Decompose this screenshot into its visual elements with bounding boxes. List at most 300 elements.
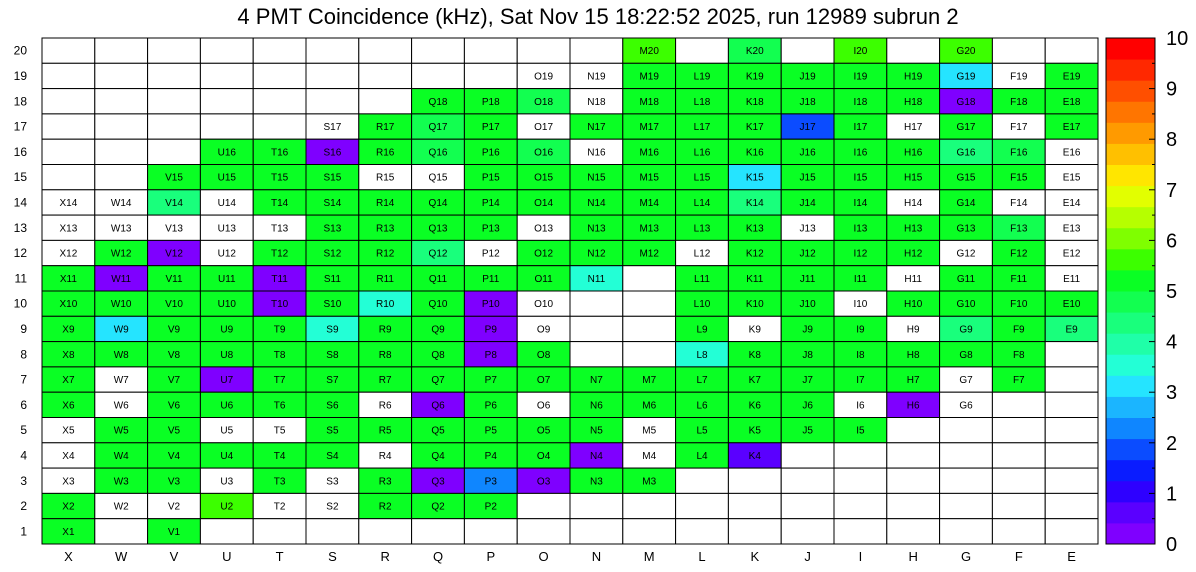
x-tick-label: S bbox=[328, 549, 337, 564]
cell-label: P16 bbox=[481, 147, 500, 159]
cell-label: V15 bbox=[165, 172, 183, 184]
cell-label: E12 bbox=[1062, 248, 1081, 260]
cell-label: E9 bbox=[1065, 324, 1078, 336]
heatmap-cell bbox=[623, 519, 676, 544]
cell-label: W12 bbox=[110, 248, 132, 260]
cell-label: M14 bbox=[639, 197, 659, 209]
cell-label: I19 bbox=[853, 71, 868, 83]
heatmap-cell bbox=[570, 493, 623, 518]
cell-label: S17 bbox=[323, 122, 342, 134]
x-tick-label: G bbox=[960, 549, 972, 564]
heatmap-cell bbox=[992, 418, 1045, 443]
heatmap-cell bbox=[42, 165, 95, 190]
cell-label: R3 bbox=[378, 476, 392, 488]
cell-label: T9 bbox=[273, 324, 286, 336]
heatmap-cell bbox=[148, 38, 201, 63]
cell-label: K18 bbox=[745, 96, 764, 108]
cell-label: V6 bbox=[167, 400, 181, 412]
y-tick-label: 1 bbox=[20, 524, 27, 539]
colorbar-segment bbox=[1106, 228, 1155, 250]
heatmap-cell bbox=[992, 443, 1045, 468]
cell-label: R8 bbox=[378, 349, 392, 361]
heatmap-cell bbox=[148, 63, 201, 88]
x-tick-label: F bbox=[1014, 549, 1023, 564]
colorbar-segment bbox=[1106, 186, 1155, 208]
cell-label: G6 bbox=[959, 400, 973, 412]
cell-label: F19 bbox=[1010, 71, 1028, 83]
cell-label: H12 bbox=[904, 248, 923, 260]
cell-label: Q8 bbox=[431, 349, 445, 361]
cell-label: N18 bbox=[587, 96, 606, 108]
cell-label: I13 bbox=[853, 223, 868, 235]
cell-label: M17 bbox=[639, 122, 659, 134]
heatmap-cell bbox=[676, 493, 729, 518]
cell-label: G16 bbox=[956, 147, 976, 159]
heatmap-cell bbox=[42, 38, 95, 63]
cell-label: L10 bbox=[693, 299, 711, 311]
heatmap-cell bbox=[887, 38, 940, 63]
cell-label: T15 bbox=[270, 172, 289, 184]
heatmap-cell bbox=[200, 519, 253, 544]
cell-label: J9 bbox=[802, 324, 813, 336]
cell-label: O10 bbox=[534, 299, 554, 311]
cell-label: P3 bbox=[484, 476, 497, 488]
colorbar-segment bbox=[1106, 396, 1155, 418]
cell-label: L9 bbox=[696, 324, 708, 336]
cell-label: N13 bbox=[587, 223, 606, 235]
heatmap-cell bbox=[570, 291, 623, 316]
cell-label: V12 bbox=[165, 248, 183, 260]
x-tick-label: R bbox=[380, 549, 390, 564]
cell-label: O5 bbox=[536, 425, 551, 437]
cell-label: Q16 bbox=[428, 147, 448, 159]
cell-label: V7 bbox=[167, 375, 181, 387]
colorbar-segment bbox=[1106, 418, 1155, 440]
cell-label: F17 bbox=[1010, 122, 1028, 134]
heatmap-cell bbox=[887, 468, 940, 493]
cell-label: W9 bbox=[113, 324, 129, 336]
cell-label: N15 bbox=[587, 172, 606, 184]
cell-label: S4 bbox=[326, 450, 339, 462]
cell-label: R10 bbox=[376, 299, 395, 311]
cell-label: R2 bbox=[378, 501, 392, 513]
cell-label: O17 bbox=[534, 122, 554, 134]
heatmap-cell bbox=[412, 38, 465, 63]
y-tick-label: 5 bbox=[20, 423, 27, 438]
cell-label: L7 bbox=[696, 375, 708, 387]
heatmap-cell bbox=[200, 89, 253, 114]
cell-label: O8 bbox=[536, 349, 551, 361]
cell-label: N17 bbox=[587, 122, 606, 134]
cell-label: U8 bbox=[220, 349, 234, 361]
cell-label: I8 bbox=[856, 349, 865, 361]
y-tick-label: 12 bbox=[13, 246, 27, 261]
colorbar-tick-label: 5 bbox=[1166, 281, 1178, 303]
heatmap-cell bbox=[623, 493, 676, 518]
cell-label: S15 bbox=[323, 172, 342, 184]
y-tick-label: 3 bbox=[20, 473, 27, 488]
cell-label: Q10 bbox=[428, 299, 448, 311]
y-tick-label: 15 bbox=[13, 170, 27, 185]
cell-label: H13 bbox=[904, 223, 923, 235]
cell-label: Q9 bbox=[431, 324, 445, 336]
cell-label: W14 bbox=[110, 197, 132, 209]
cell-label: L4 bbox=[696, 450, 708, 462]
cell-label: L5 bbox=[696, 425, 708, 437]
cell-label: K5 bbox=[748, 425, 761, 437]
heatmap-cell bbox=[148, 139, 201, 164]
cell-label: K13 bbox=[745, 223, 764, 235]
cell-label: W3 bbox=[113, 476, 129, 488]
heatmap-cell bbox=[728, 493, 781, 518]
cell-label: I9 bbox=[856, 324, 865, 336]
heatmap-cell bbox=[200, 38, 253, 63]
cell-label: Q7 bbox=[431, 375, 445, 387]
x-tick-label: K bbox=[750, 549, 760, 564]
cell-label: P13 bbox=[481, 223, 500, 235]
cell-label: X11 bbox=[59, 273, 77, 285]
colorbar-segment bbox=[1106, 502, 1155, 524]
cell-label: S9 bbox=[326, 324, 339, 336]
cell-label: O19 bbox=[534, 71, 554, 83]
heatmap-cell bbox=[781, 468, 834, 493]
cell-label: V5 bbox=[167, 425, 181, 437]
heatmap-cell bbox=[42, 63, 95, 88]
cell-label: S2 bbox=[326, 501, 339, 513]
cell-label: T16 bbox=[270, 147, 289, 159]
cell-label: F8 bbox=[1012, 349, 1025, 361]
x-tick-label: V bbox=[169, 549, 179, 564]
cell-label: F12 bbox=[1010, 248, 1028, 260]
cell-label: N3 bbox=[590, 476, 603, 488]
cell-label: S14 bbox=[323, 197, 342, 209]
y-tick-label: 6 bbox=[20, 397, 27, 412]
cell-label: M6 bbox=[642, 400, 657, 412]
cell-label: F13 bbox=[1010, 223, 1028, 235]
cell-label: N6 bbox=[590, 400, 603, 412]
colorbar-segment bbox=[1106, 312, 1155, 334]
cell-label: F15 bbox=[1010, 172, 1028, 184]
colorbar-segment bbox=[1106, 375, 1155, 397]
cell-label: K9 bbox=[748, 324, 761, 336]
cell-label: P15 bbox=[481, 172, 500, 184]
heatmap-cell bbox=[200, 63, 253, 88]
heatmap-cell bbox=[781, 519, 834, 544]
cell-label: T11 bbox=[271, 273, 288, 285]
cell-label: J10 bbox=[799, 299, 816, 311]
cell-label: U3 bbox=[220, 476, 234, 488]
heatmap-cell bbox=[464, 63, 517, 88]
cell-label: U9 bbox=[220, 324, 234, 336]
cell-label: R13 bbox=[376, 223, 395, 235]
cell-label: L6 bbox=[696, 400, 708, 412]
colorbar-segment bbox=[1106, 270, 1155, 292]
cell-label: U5 bbox=[220, 425, 234, 437]
cell-label: T14 bbox=[270, 197, 289, 209]
cell-label: W10 bbox=[110, 299, 132, 311]
cell-label: W11 bbox=[111, 273, 132, 285]
cell-label: L19 bbox=[693, 71, 711, 83]
cell-label: T5 bbox=[273, 425, 286, 437]
heatmap-cell bbox=[253, 63, 306, 88]
heatmap-cell bbox=[517, 38, 570, 63]
cell-label: R16 bbox=[376, 147, 395, 159]
heatmap-cell bbox=[1045, 38, 1098, 63]
cell-label: Q5 bbox=[431, 425, 445, 437]
cell-label: K4 bbox=[748, 450, 761, 462]
heatmap-cell bbox=[95, 63, 148, 88]
heatmap-cell bbox=[992, 38, 1045, 63]
cell-label: F10 bbox=[1010, 299, 1028, 311]
heatmap-cell bbox=[887, 519, 940, 544]
cell-label: O9 bbox=[536, 324, 551, 336]
cell-label: J17 bbox=[799, 122, 816, 134]
colorbar-segment bbox=[1106, 101, 1155, 123]
cell-label: I7 bbox=[856, 375, 865, 387]
heatmap-cell bbox=[1045, 418, 1098, 443]
heatmap-cell bbox=[676, 519, 729, 544]
cell-label: K12 bbox=[745, 248, 764, 260]
y-tick-label: 2 bbox=[20, 499, 27, 514]
cell-label: X8 bbox=[62, 349, 75, 361]
cell-label: U10 bbox=[217, 299, 236, 311]
x-tick-label: N bbox=[591, 549, 602, 564]
cell-label: M15 bbox=[639, 172, 659, 184]
colorbar-tick-label: 10 bbox=[1166, 28, 1189, 50]
heatmap-cell bbox=[781, 443, 834, 468]
cell-label: M13 bbox=[639, 223, 659, 235]
y-tick-label: 14 bbox=[13, 195, 27, 210]
heatmap-cell bbox=[95, 38, 148, 63]
cell-label: G14 bbox=[956, 197, 976, 209]
heatmap-cell bbox=[95, 165, 148, 190]
heatmap-cell bbox=[359, 519, 412, 544]
cell-label: K14 bbox=[745, 197, 764, 209]
cell-label: E16 bbox=[1062, 147, 1081, 159]
colorbar-tick-label: 7 bbox=[1166, 179, 1178, 202]
heatmap-cell bbox=[359, 63, 412, 88]
y-tick-label: 16 bbox=[13, 144, 27, 159]
heatmap-cell bbox=[1045, 367, 1098, 392]
heatmap-cell bbox=[728, 468, 781, 493]
x-tick-label: P bbox=[486, 549, 496, 564]
cell-label: G7 bbox=[959, 375, 973, 387]
cell-label: P12 bbox=[481, 248, 500, 260]
cell-label: L16 bbox=[693, 147, 711, 159]
cell-label: Q14 bbox=[428, 197, 448, 209]
cell-label: K10 bbox=[745, 299, 764, 311]
cell-label: J18 bbox=[799, 96, 816, 108]
cell-label: L18 bbox=[693, 96, 711, 108]
cell-label: P10 bbox=[481, 299, 500, 311]
cell-label: M12 bbox=[639, 248, 659, 260]
heatmap-cell bbox=[253, 89, 306, 114]
cell-label: R7 bbox=[378, 375, 392, 387]
cell-label: V8 bbox=[167, 349, 181, 361]
cell-label: J8 bbox=[802, 349, 813, 361]
cell-label: T13 bbox=[270, 223, 289, 235]
cell-label: O13 bbox=[534, 223, 554, 235]
cell-label: W2 bbox=[113, 501, 129, 513]
cell-label: I18 bbox=[853, 96, 868, 108]
cell-label: G12 bbox=[956, 248, 976, 260]
heatmap-cell bbox=[517, 519, 570, 544]
heatmap-cell bbox=[623, 291, 676, 316]
x-tick-label: U bbox=[222, 549, 232, 564]
cell-label: L15 bbox=[693, 172, 711, 184]
y-tick-label: 7 bbox=[20, 372, 27, 387]
heatmap-cell bbox=[992, 392, 1045, 417]
cell-label: R5 bbox=[378, 425, 392, 437]
colorbar-segment bbox=[1106, 460, 1155, 482]
y-tick-label: 17 bbox=[13, 119, 27, 134]
cell-label: K6 bbox=[748, 400, 761, 412]
cell-label: P18 bbox=[481, 96, 500, 108]
cell-label: Q15 bbox=[428, 172, 448, 184]
colorbar-segment bbox=[1106, 143, 1155, 165]
cell-label: H9 bbox=[906, 324, 920, 336]
cell-label: S8 bbox=[326, 349, 339, 361]
cell-label: L13 bbox=[693, 223, 711, 235]
cell-label: N19 bbox=[587, 71, 606, 83]
heatmap-cell bbox=[95, 89, 148, 114]
colorbar-tick-label: 3 bbox=[1166, 382, 1178, 405]
cell-label: G15 bbox=[956, 172, 976, 184]
cell-label: O4 bbox=[536, 450, 551, 462]
cell-label: J14 bbox=[799, 197, 816, 209]
colorbar-segment bbox=[1106, 207, 1155, 229]
cell-label: T3 bbox=[273, 476, 286, 488]
y-tick-label: 20 bbox=[13, 43, 27, 58]
heatmap-cell bbox=[95, 139, 148, 164]
cell-label: G20 bbox=[956, 46, 976, 58]
cell-label: M4 bbox=[642, 450, 657, 462]
heatmap-cell bbox=[42, 89, 95, 114]
cell-label: O16 bbox=[534, 147, 554, 159]
cell-label: H16 bbox=[904, 147, 923, 159]
cell-label: W5 bbox=[113, 425, 129, 437]
cell-label: L8 bbox=[696, 349, 708, 361]
heatmap-cell bbox=[1045, 342, 1098, 367]
cell-label: F9 bbox=[1012, 324, 1025, 336]
cell-label: S6 bbox=[326, 400, 339, 412]
colorbar-tick-label: 4 bbox=[1166, 331, 1178, 354]
heatmap-cell bbox=[992, 519, 1045, 544]
cell-label: T2 bbox=[273, 501, 286, 513]
cell-label: I10 bbox=[853, 299, 868, 311]
cell-label: M18 bbox=[639, 96, 659, 108]
cell-label: M3 bbox=[642, 476, 657, 488]
cell-label: W6 bbox=[113, 400, 129, 412]
cell-label: H8 bbox=[906, 349, 920, 361]
cell-label: G11 bbox=[956, 273, 976, 285]
cell-label: N7 bbox=[590, 375, 603, 387]
heatmap-cell bbox=[623, 342, 676, 367]
cell-label: H7 bbox=[906, 375, 920, 387]
cell-label: E10 bbox=[1062, 299, 1081, 311]
cell-label: N11 bbox=[587, 273, 606, 285]
cell-label: X7 bbox=[62, 375, 75, 387]
colorbar-tick-label: 9 bbox=[1166, 78, 1178, 101]
cell-label: U6 bbox=[220, 400, 234, 412]
cell-label: I15 bbox=[853, 172, 868, 184]
x-tick-label: T bbox=[275, 549, 284, 564]
cell-label: P2 bbox=[484, 501, 497, 513]
cell-label: W8 bbox=[113, 349, 129, 361]
heatmap-cell bbox=[623, 266, 676, 291]
cell-label: E14 bbox=[1062, 197, 1081, 209]
y-tick-label: 13 bbox=[13, 220, 27, 235]
y-tick-label: 11 bbox=[14, 271, 27, 286]
heatmap-cell bbox=[834, 493, 887, 518]
x-tick-label: I bbox=[858, 549, 863, 564]
cell-label: R12 bbox=[376, 248, 395, 260]
cell-label: N16 bbox=[587, 147, 606, 159]
cell-label: P9 bbox=[484, 324, 497, 336]
cell-label: E18 bbox=[1062, 96, 1081, 108]
cell-label: P14 bbox=[481, 197, 500, 209]
cell-label: O15 bbox=[534, 172, 554, 184]
heatmap-cell bbox=[676, 38, 729, 63]
cell-label: Q13 bbox=[428, 223, 448, 235]
cell-label: S10 bbox=[323, 299, 342, 311]
y-tick-label: 9 bbox=[20, 321, 27, 336]
cell-label: S16 bbox=[323, 147, 342, 159]
cell-label: X5 bbox=[62, 425, 75, 437]
cell-label: G13 bbox=[956, 223, 976, 235]
cell-label: M16 bbox=[639, 147, 659, 159]
cell-label: H14 bbox=[904, 197, 923, 209]
cell-label: J7 bbox=[802, 375, 813, 387]
cell-label: X4 bbox=[62, 450, 75, 462]
cell-label: G17 bbox=[956, 122, 976, 134]
heatmap-cell bbox=[887, 443, 940, 468]
colorbar-segment bbox=[1106, 354, 1155, 376]
heatmap-cell bbox=[306, 38, 359, 63]
cell-label: F16 bbox=[1010, 147, 1028, 159]
cell-label: W7 bbox=[113, 375, 129, 387]
cell-label: M7 bbox=[642, 375, 657, 387]
cell-label: K17 bbox=[745, 122, 764, 134]
cell-label: U4 bbox=[220, 450, 234, 462]
cell-label: E19 bbox=[1062, 71, 1081, 83]
colorbar-tick-label: 1 bbox=[1166, 483, 1178, 506]
colorbar-segment bbox=[1106, 122, 1155, 144]
heatmap-cell bbox=[253, 519, 306, 544]
cell-label: F11 bbox=[1010, 273, 1028, 285]
colorbar-segment bbox=[1106, 439, 1155, 461]
cell-label: X14 bbox=[59, 197, 78, 209]
colorbar-segment bbox=[1106, 38, 1155, 60]
cell-label: T12 bbox=[270, 248, 289, 260]
cell-label: J19 bbox=[799, 71, 816, 83]
cell-label: T7 bbox=[273, 375, 286, 387]
heatmap-cell bbox=[1045, 493, 1098, 518]
heatmap-cell bbox=[1045, 519, 1098, 544]
cell-label: X2 bbox=[62, 501, 75, 513]
heatmap-cell bbox=[464, 38, 517, 63]
cell-label: R9 bbox=[378, 324, 392, 336]
cell-label: G10 bbox=[956, 299, 976, 311]
cell-label: J6 bbox=[802, 400, 813, 412]
cell-label: U11 bbox=[217, 273, 236, 285]
cell-label: R15 bbox=[376, 172, 395, 184]
cell-label: L12 bbox=[693, 248, 711, 260]
cell-label: H15 bbox=[904, 172, 923, 184]
cell-label: O12 bbox=[534, 248, 554, 260]
cell-label: E15 bbox=[1062, 172, 1081, 184]
cell-label: H17 bbox=[904, 122, 923, 134]
